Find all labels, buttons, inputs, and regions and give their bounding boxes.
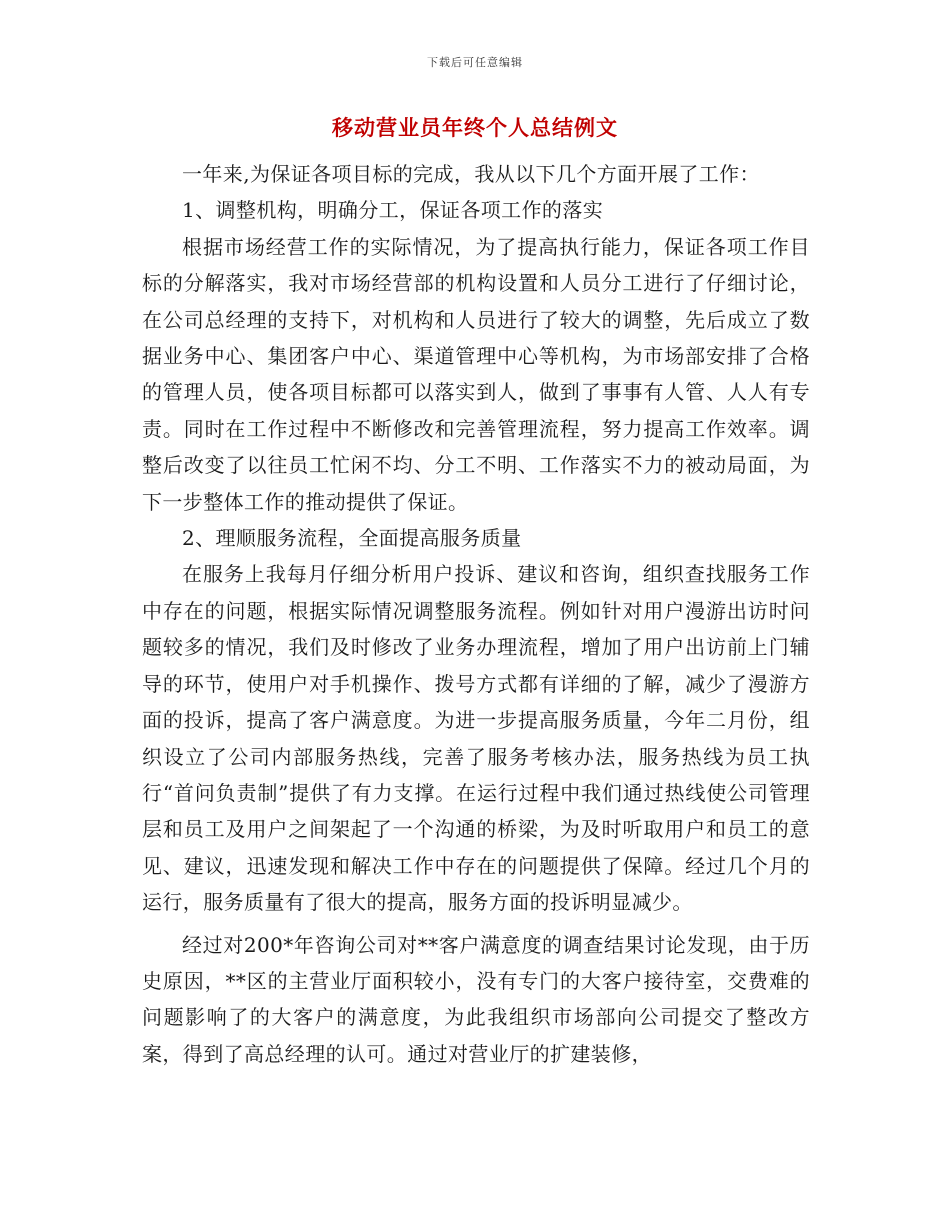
paragraph-section-1: 根据市场经营工作的实际情况，为了提高执行能力，保证各项工作目标的分解落实，我对市场经营部的机构设置和人员分工进行了仔细讨论，在公司总经理的支持下，对机构和人员进行了较大的调整，先后成立了数据业务中心、集团客户中心、渠道管理中心等机构，为市场部安排了合格的管理人员，使各项目标都可以落实到人，做到了事事有人管、人人有专责。同时在工作过程中不断修改和完善管理流程，努力提高工作效率。调整后改变了以往员工忙闲不均、分工不明、工作落实不力的被动局面，为下一步整体工作的推动提供了保证。 [142, 234, 810, 514]
header-note: 下载后可任意编辑 [427, 56, 523, 69]
document-title: 移动营业员年终个人总结例文 [332, 115, 618, 140]
paragraph-section-2: 在服务上我每月仔细分析用户投诉、建议和咨询，组织查找服务工作中存在的问题，根据实际情况调整服务流程。例如针对用户漫游出访时问题较多的情况，我们及时修改了业务办理流程，增加了用户出访前上门辅导的环节，使用户对手机操作、拨号方式都有详细的了解，减少了漫游方面的投诉，提高了客户满意度。为进一步提高服务质量，今年二月份，组织设立了公司内部服务热线，完善了服务考核办法，服务热线为员工执行“首问负责制”提供了有力支撑。在运行过程中我们通过热线使公司管理层和员工及用户之间架起了一个沟通的桥梁，为及时听取用户和员工的意见、建议，迅速发现和解决工作中存在的问题提供了保障。经过几个月的运行，服务质量有了很大的提高，服务方面的投诉明显减少。 [142, 562, 810, 915]
paragraph-intro: 一年来,为保证各项目标的完成，我从以下几个方面开展了工作： [182, 162, 760, 186]
document-body [142, 156, 810, 1072]
section-heading-1: 1、调整机构，明确分工，保证各项工作的落实 [182, 198, 604, 223]
section-heading-2: 2、理顺服务流程，全面提高服务质量 [182, 526, 522, 551]
paragraph-survey: 经过对200*年咨询公司对**客户满意度的调查结果讨论发现，由于历史原因，**区的主营业厅面积较小，没有专门的大客户接待室，交费难的问题影响了的大客户的满意度，为此我组织市场部向公司提交了整改方案，得到了高总经理的认可。通过对营业厅的扩建装修， [142, 932, 810, 1066]
